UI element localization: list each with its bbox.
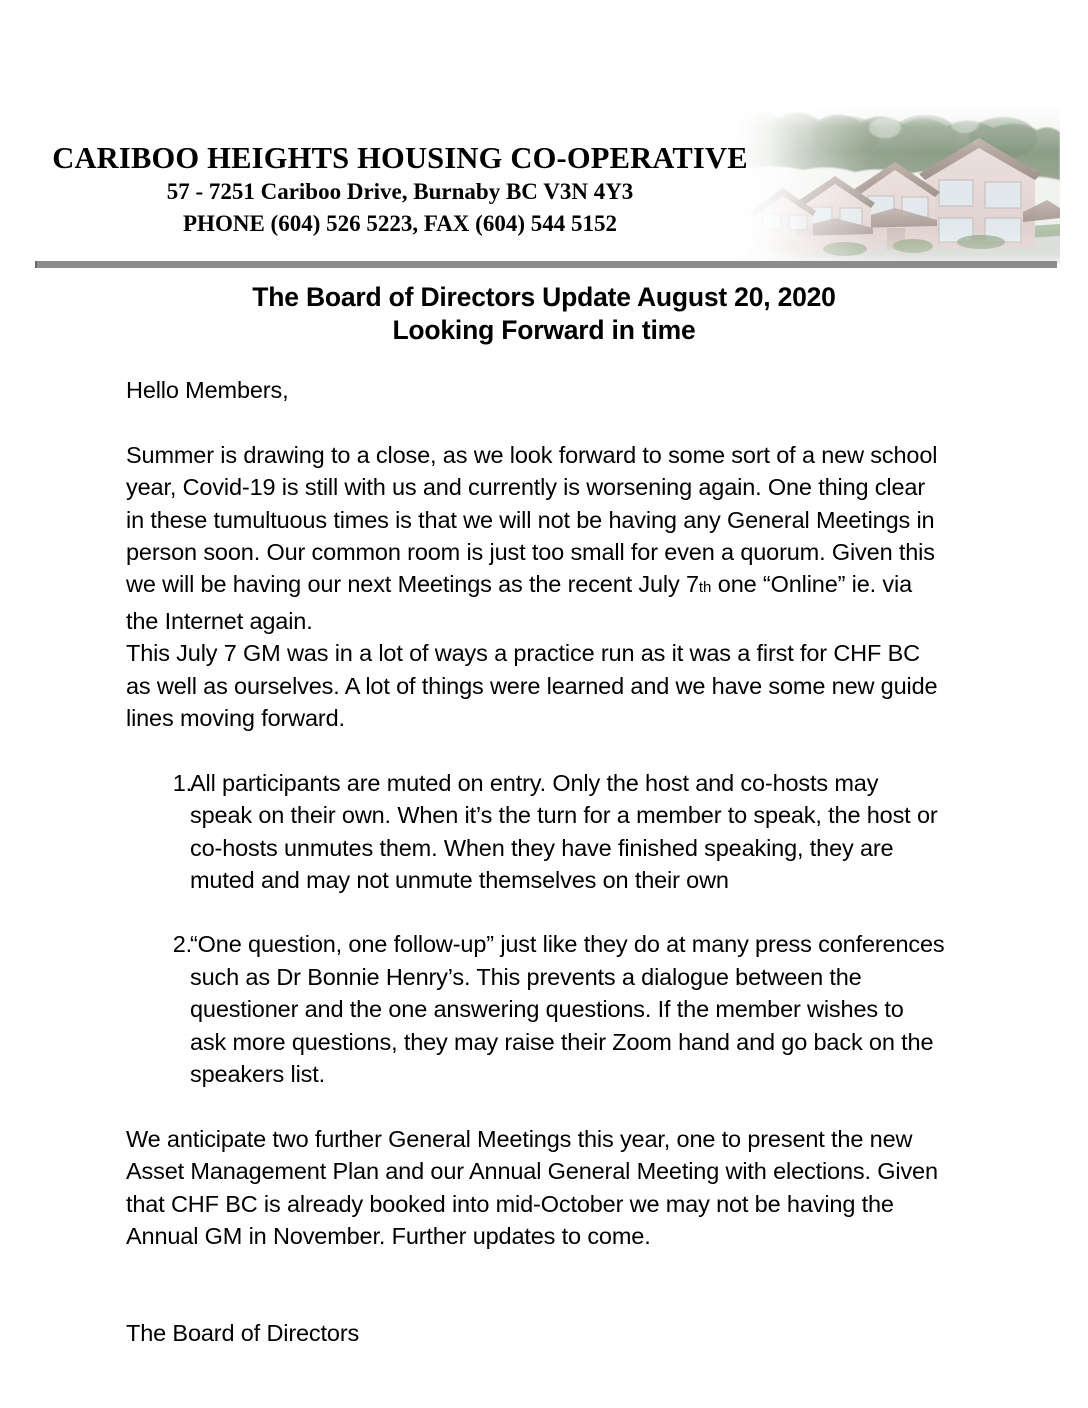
list-item-marker: 1. (172, 769, 192, 796)
signature-spacer-a (126, 1253, 946, 1285)
list-item-marker: 2. (172, 931, 192, 958)
building-photo (735, 108, 1060, 264)
organization-contact: PHONE (604) 526 5223, FAX (604) 544 5152 (183, 211, 617, 236)
list-item (126, 928, 946, 1090)
organization-name: CARIBOO HEIGHTS HOUSING CO-OPERATIVE (52, 141, 748, 175)
header-divider-rule (35, 261, 1057, 268)
salutation: Hello Members, (126, 377, 289, 403)
title-line-1: The Board of Directors Update August 20, 2020 (252, 282, 836, 312)
list-spacer-top (126, 734, 946, 766)
letterhead (0, 100, 1088, 265)
list-item-text: All participants are muted on entry. Only the host and co-hosts may speak on their own. When it’s the turn for a member to speak, the host or co-hosts unmutes them. When they have finished speaking, they are muted and may not unmute themselves on their own (190, 769, 938, 894)
paragraph-2: This July 7 GM was in a lot of ways a practice run as it was a first for CHF BC as well as ourselves. A lot of things were learned and we have some new guide lines moving forward. (126, 640, 938, 732)
signature-spacer-b (126, 1285, 946, 1317)
paragraph-1-continued: one “Online” ie. via the Internet again. (126, 571, 913, 634)
list-item-text: “One question, one follow-up” just like they do at many press conferences such as Dr Bonnie Henry’s. This prevents a dialogue between the questioner and the one answering questions. If the member wishes to ask more questions, they may raise their Zoom hand and go back on the speakers list. (190, 931, 945, 1088)
page-title (114, 281, 974, 347)
paragraph-spacer (126, 406, 946, 438)
letterhead-text (40, 140, 760, 239)
list-item (126, 767, 946, 897)
document-body (126, 374, 946, 1350)
paragraph-3: We anticipate two further General Meetings this year, one to present the new Asset Management Plan and our Annual General Meeting with elections. Given that CHF BC is already booked into mid-October we may not be having the Annual GM in November. Further updates to come. (126, 1125, 938, 1250)
title-line-2: Looking Forward in time (392, 315, 696, 345)
list-spacer-bottom (126, 1091, 946, 1123)
ordinal-suffix: th (698, 579, 712, 597)
paragraph-1-text: Summer is drawing to a close, as we look forward to some sort of a new school year, Covid-19 is still with us and currently is worsening again. One thing clear in these tumultuous times is that we will not be having any General Meetings in person soon. Our common room is just too small for even a quorum. Given this we will be having our next Meetings as the recent July 7 (126, 441, 938, 598)
signature: The Board of Directors (126, 1320, 360, 1347)
paragraph-1 (126, 439, 946, 637)
guidelines-list (126, 767, 946, 1091)
organization-address: 57 - 7251 Cariboo Drive, Burnaby BC V3N 4Y3 (166, 179, 634, 204)
